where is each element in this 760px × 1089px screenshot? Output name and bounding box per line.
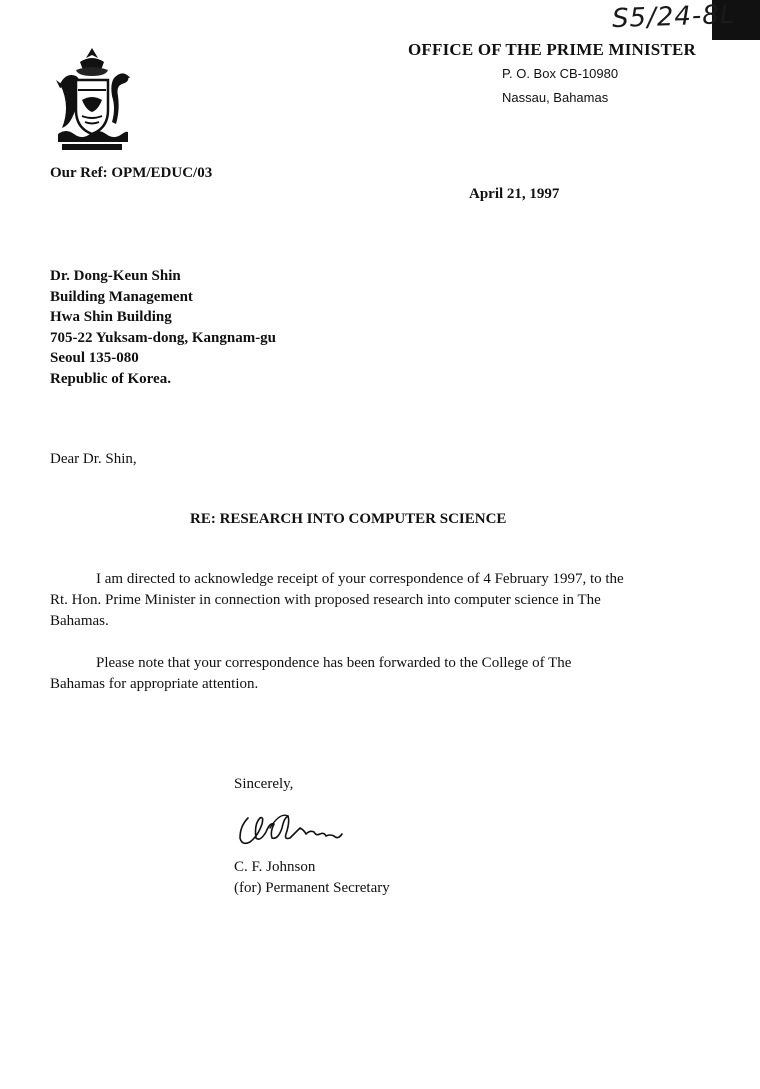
body-paragraph-2 [50, 653, 630, 695]
recipient-line-2: Hwa Shin Building [50, 309, 172, 325]
body-paragraph-2-text: Please note that your correspondence has been forwarded to the College of The Bahamas for appropriate attention. [50, 655, 572, 692]
coat-of-arms-crest [52, 44, 132, 152]
letter-date: April 21, 1997 [469, 186, 560, 202]
closing: Sincerely, [234, 776, 294, 792]
recipient-line-5: Republic of Korea. [50, 370, 171, 387]
handwritten-signature [230, 806, 370, 854]
body-paragraph-1 [50, 569, 630, 632]
letterhead-po-box: P. O. Box CB-10980 [502, 66, 619, 81]
signatory-block [234, 857, 390, 899]
handwritten-file-reference: S5/24-8L [611, 0, 736, 35]
recipient-address-block [50, 266, 276, 389]
letterhead-city: Nassau, Bahamas [502, 90, 609, 105]
recipient-name: Dr. Dong-Keun Shin [50, 268, 181, 284]
body-paragraph-1-text: I am directed to acknowledge receipt of your correspondence of 4 February 1997, to the Rt. Hon. Prime Minister in connection with proposed research into computer science in The Bahamas. [50, 571, 624, 629]
subject-line: RE: RESEARCH INTO COMPUTER SCIENCE [190, 511, 507, 527]
our-reference: Our Ref: OPM/EDUC/03 [50, 165, 213, 181]
signatory-name: C. F. Johnson [234, 859, 316, 875]
signatory-title: (for) Permanent Secretary [234, 880, 390, 896]
recipient-line-3: 705-22 Yuksam-dong, Kangnam-gu [50, 329, 277, 346]
salutation: Dear Dr. Shin, [50, 451, 137, 467]
recipient-line-4: Seoul 135-080 [50, 350, 139, 366]
letterhead-office: OFFICE OF THE PRIME MINISTER [408, 40, 697, 59]
recipient-line-1: Building Management [50, 288, 193, 305]
